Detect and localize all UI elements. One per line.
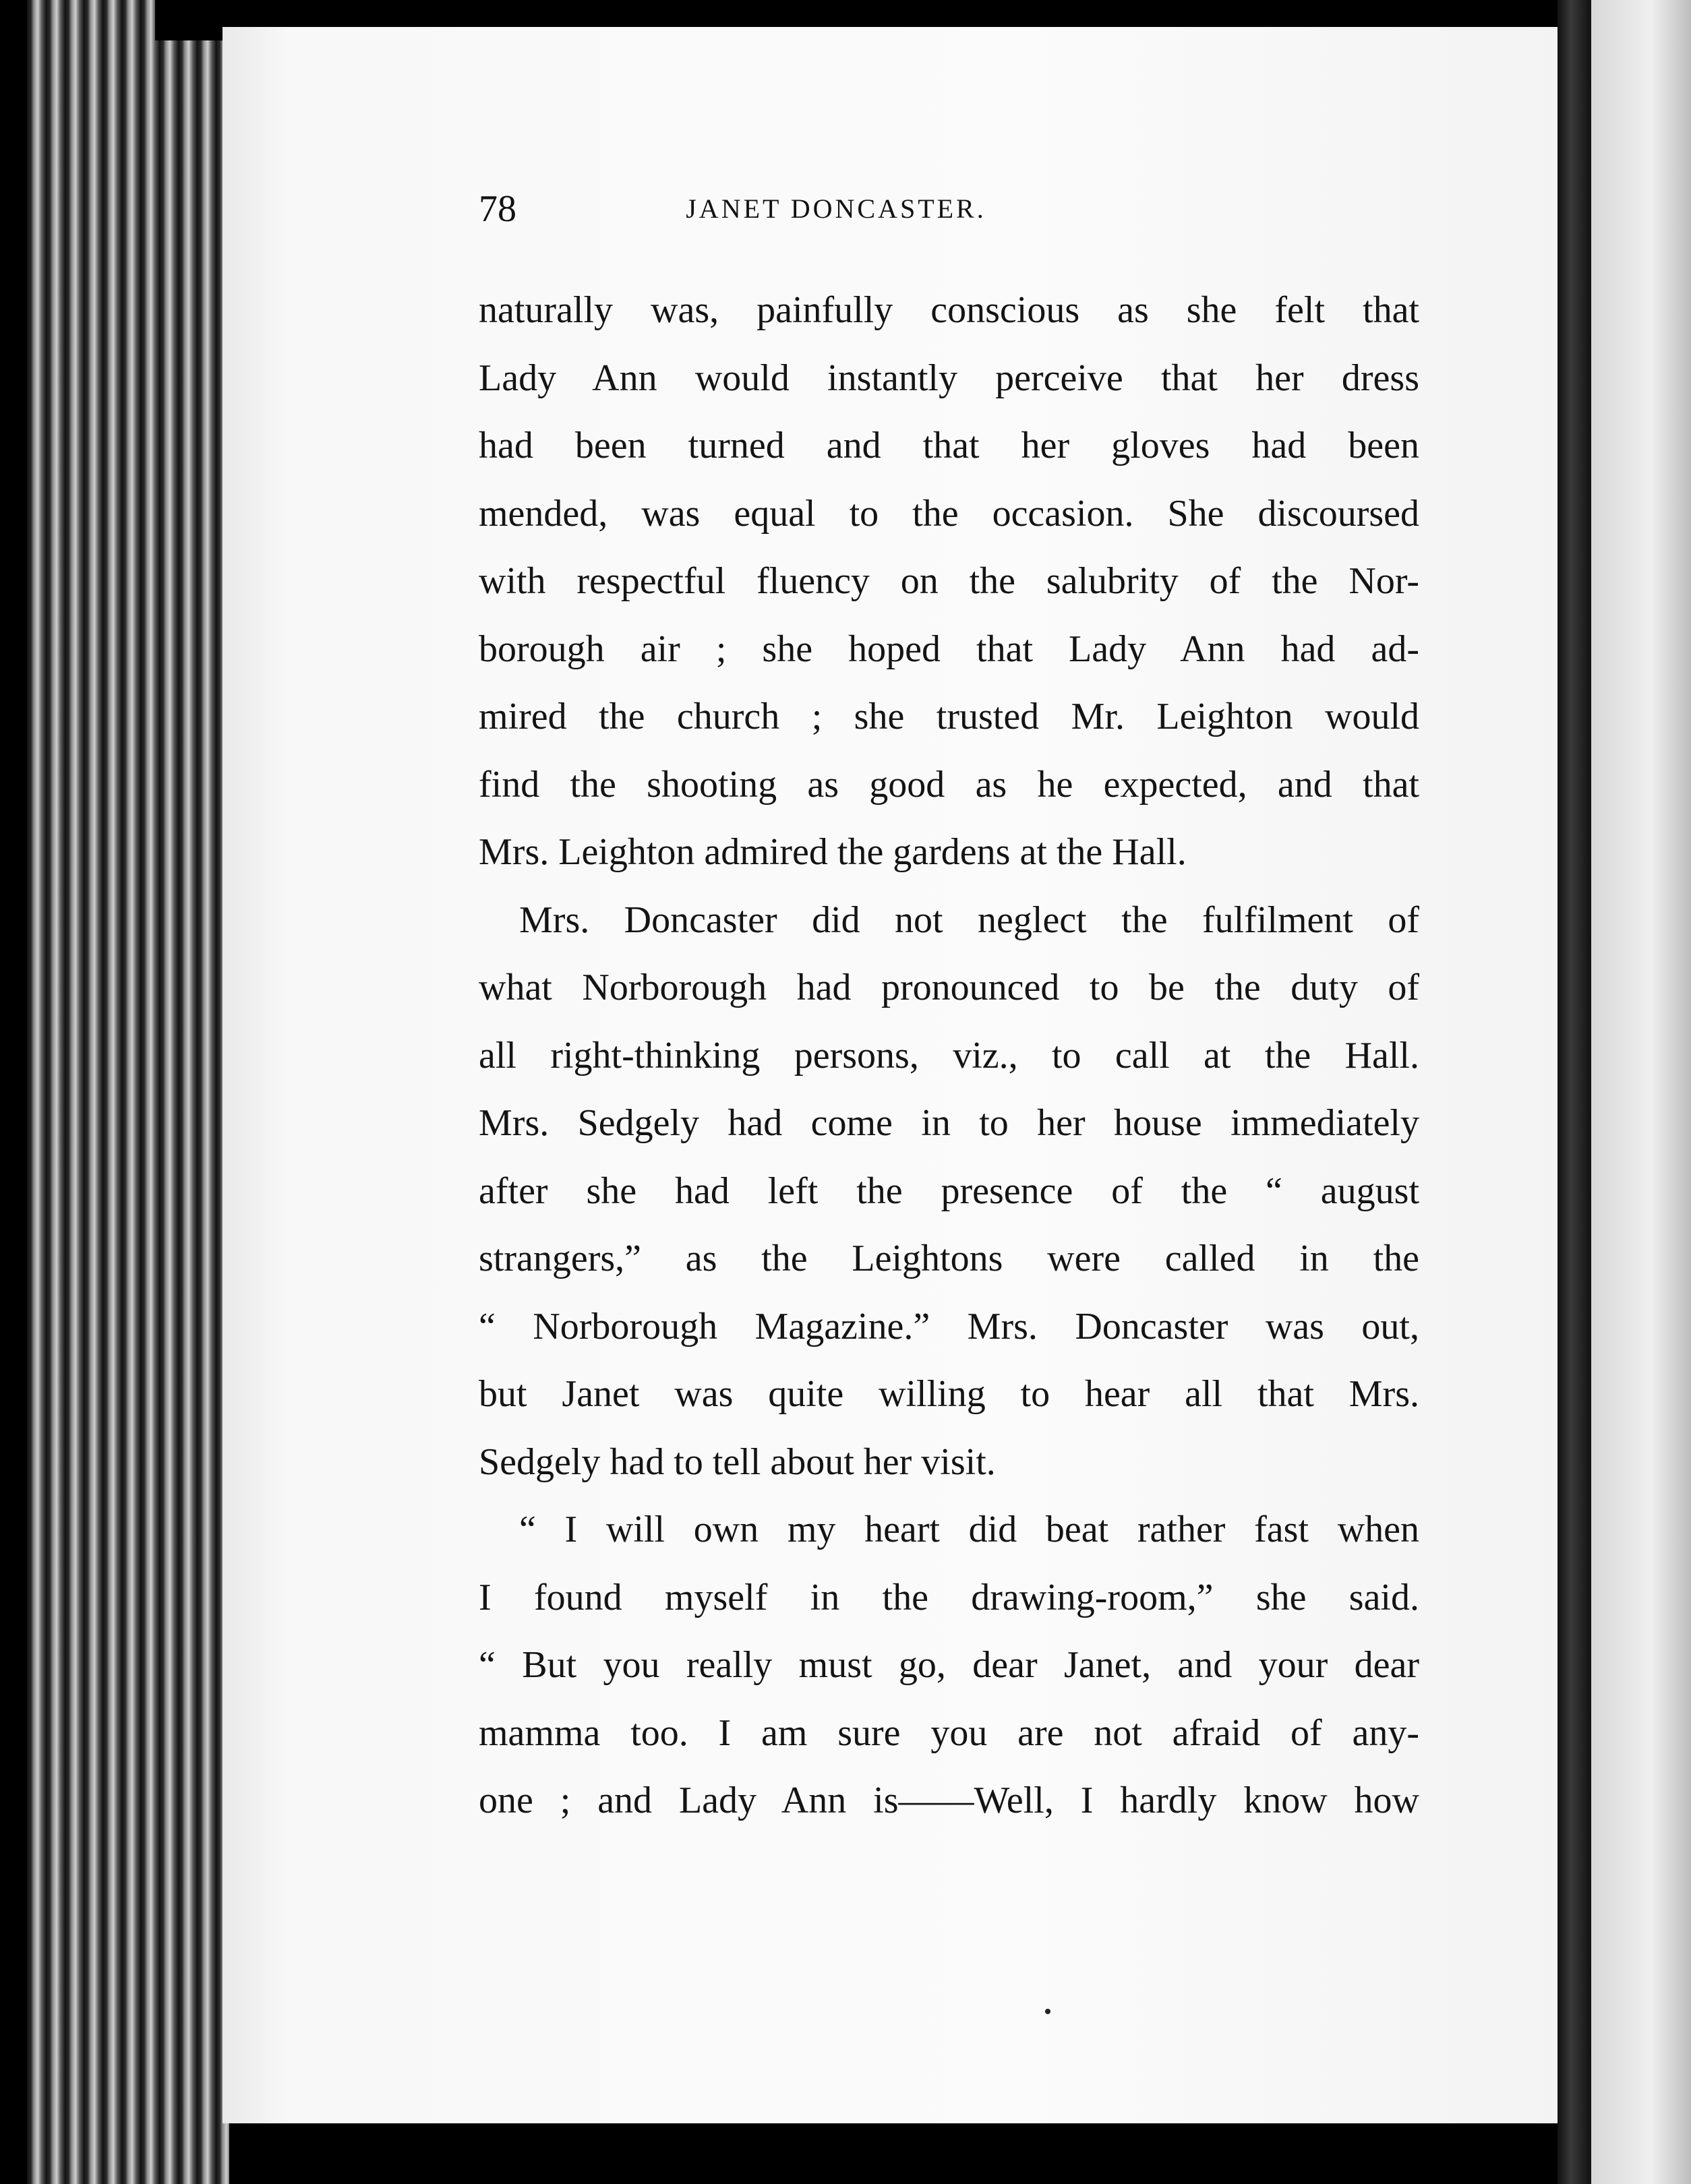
text-line: “ Norborough Magazine.” Mrs. Doncaster was out, — [479, 1305, 1419, 1347]
text-line: after she had left the presence of the “ august — [479, 1170, 1419, 1212]
text-line: with respectful fluency on the salubrity of the Nor- — [479, 560, 1419, 602]
ink-speck — [1045, 2009, 1050, 2014]
running-title: JANET DONCASTER. — [686, 193, 986, 224]
text-line: but Janet was quite willing to hear all that Mrs. — [479, 1373, 1419, 1415]
text-line: mired the church ; she trusted Mr. Leighton would — [479, 696, 1419, 737]
text-line: Mrs. Doncaster did not neglect the fulfilment of — [519, 899, 1419, 941]
text-line: I found myself in the drawing-room,” she said. — [479, 1576, 1419, 1618]
text-line: strangers,” as the Leightons were called in the — [479, 1238, 1419, 1279]
text-line: mamma too. I am sure you are not afraid of any- — [479, 1711, 1419, 1754]
text-line: Mrs. Sedgely had come in to her house immediately — [479, 1102, 1419, 1144]
text-line: Mrs. Leighton admired the gardens at the Hall. — [479, 831, 1187, 873]
text-line: “ I will own my heart did beat rather fast when — [519, 1509, 1419, 1550]
gutter-shadow — [1558, 0, 1591, 2184]
page-number: 78 — [479, 188, 516, 230]
text-line: what Norborough had pronounced to be the duty of — [479, 967, 1419, 1008]
text-line: all right-thinking persons, viz., to call at the Hall. — [479, 1034, 1419, 1076]
text-line: naturally was, painfully conscious as she felt that — [479, 289, 1419, 331]
text-line: “ But you really must go, dear Janet, and your dear — [479, 1644, 1419, 1686]
text-line: borough air ; she hoped that Lady Ann had ad- — [479, 628, 1419, 670]
text-line: Lady Ann would instantly perceive that her dress — [479, 357, 1419, 399]
page-edges-left — [27, 0, 229, 2184]
text-line: had been turned and that her gloves had been — [479, 425, 1419, 466]
text-line: mended, was equal to the occasion. She discoursed — [479, 492, 1419, 535]
body-text — [479, 276, 1419, 1835]
text-line: find the shooting as good as he expected, and that — [479, 763, 1419, 806]
page-header — [256, 187, 1416, 241]
text-line: Sedgely had to tell about her visit. — [479, 1440, 996, 1483]
text-line: one ; and Lady Ann is——Well, I hardly know how — [479, 1780, 1419, 1821]
binding-shadow — [155, 0, 229, 40]
facing-page-edge — [1591, 0, 1691, 2184]
